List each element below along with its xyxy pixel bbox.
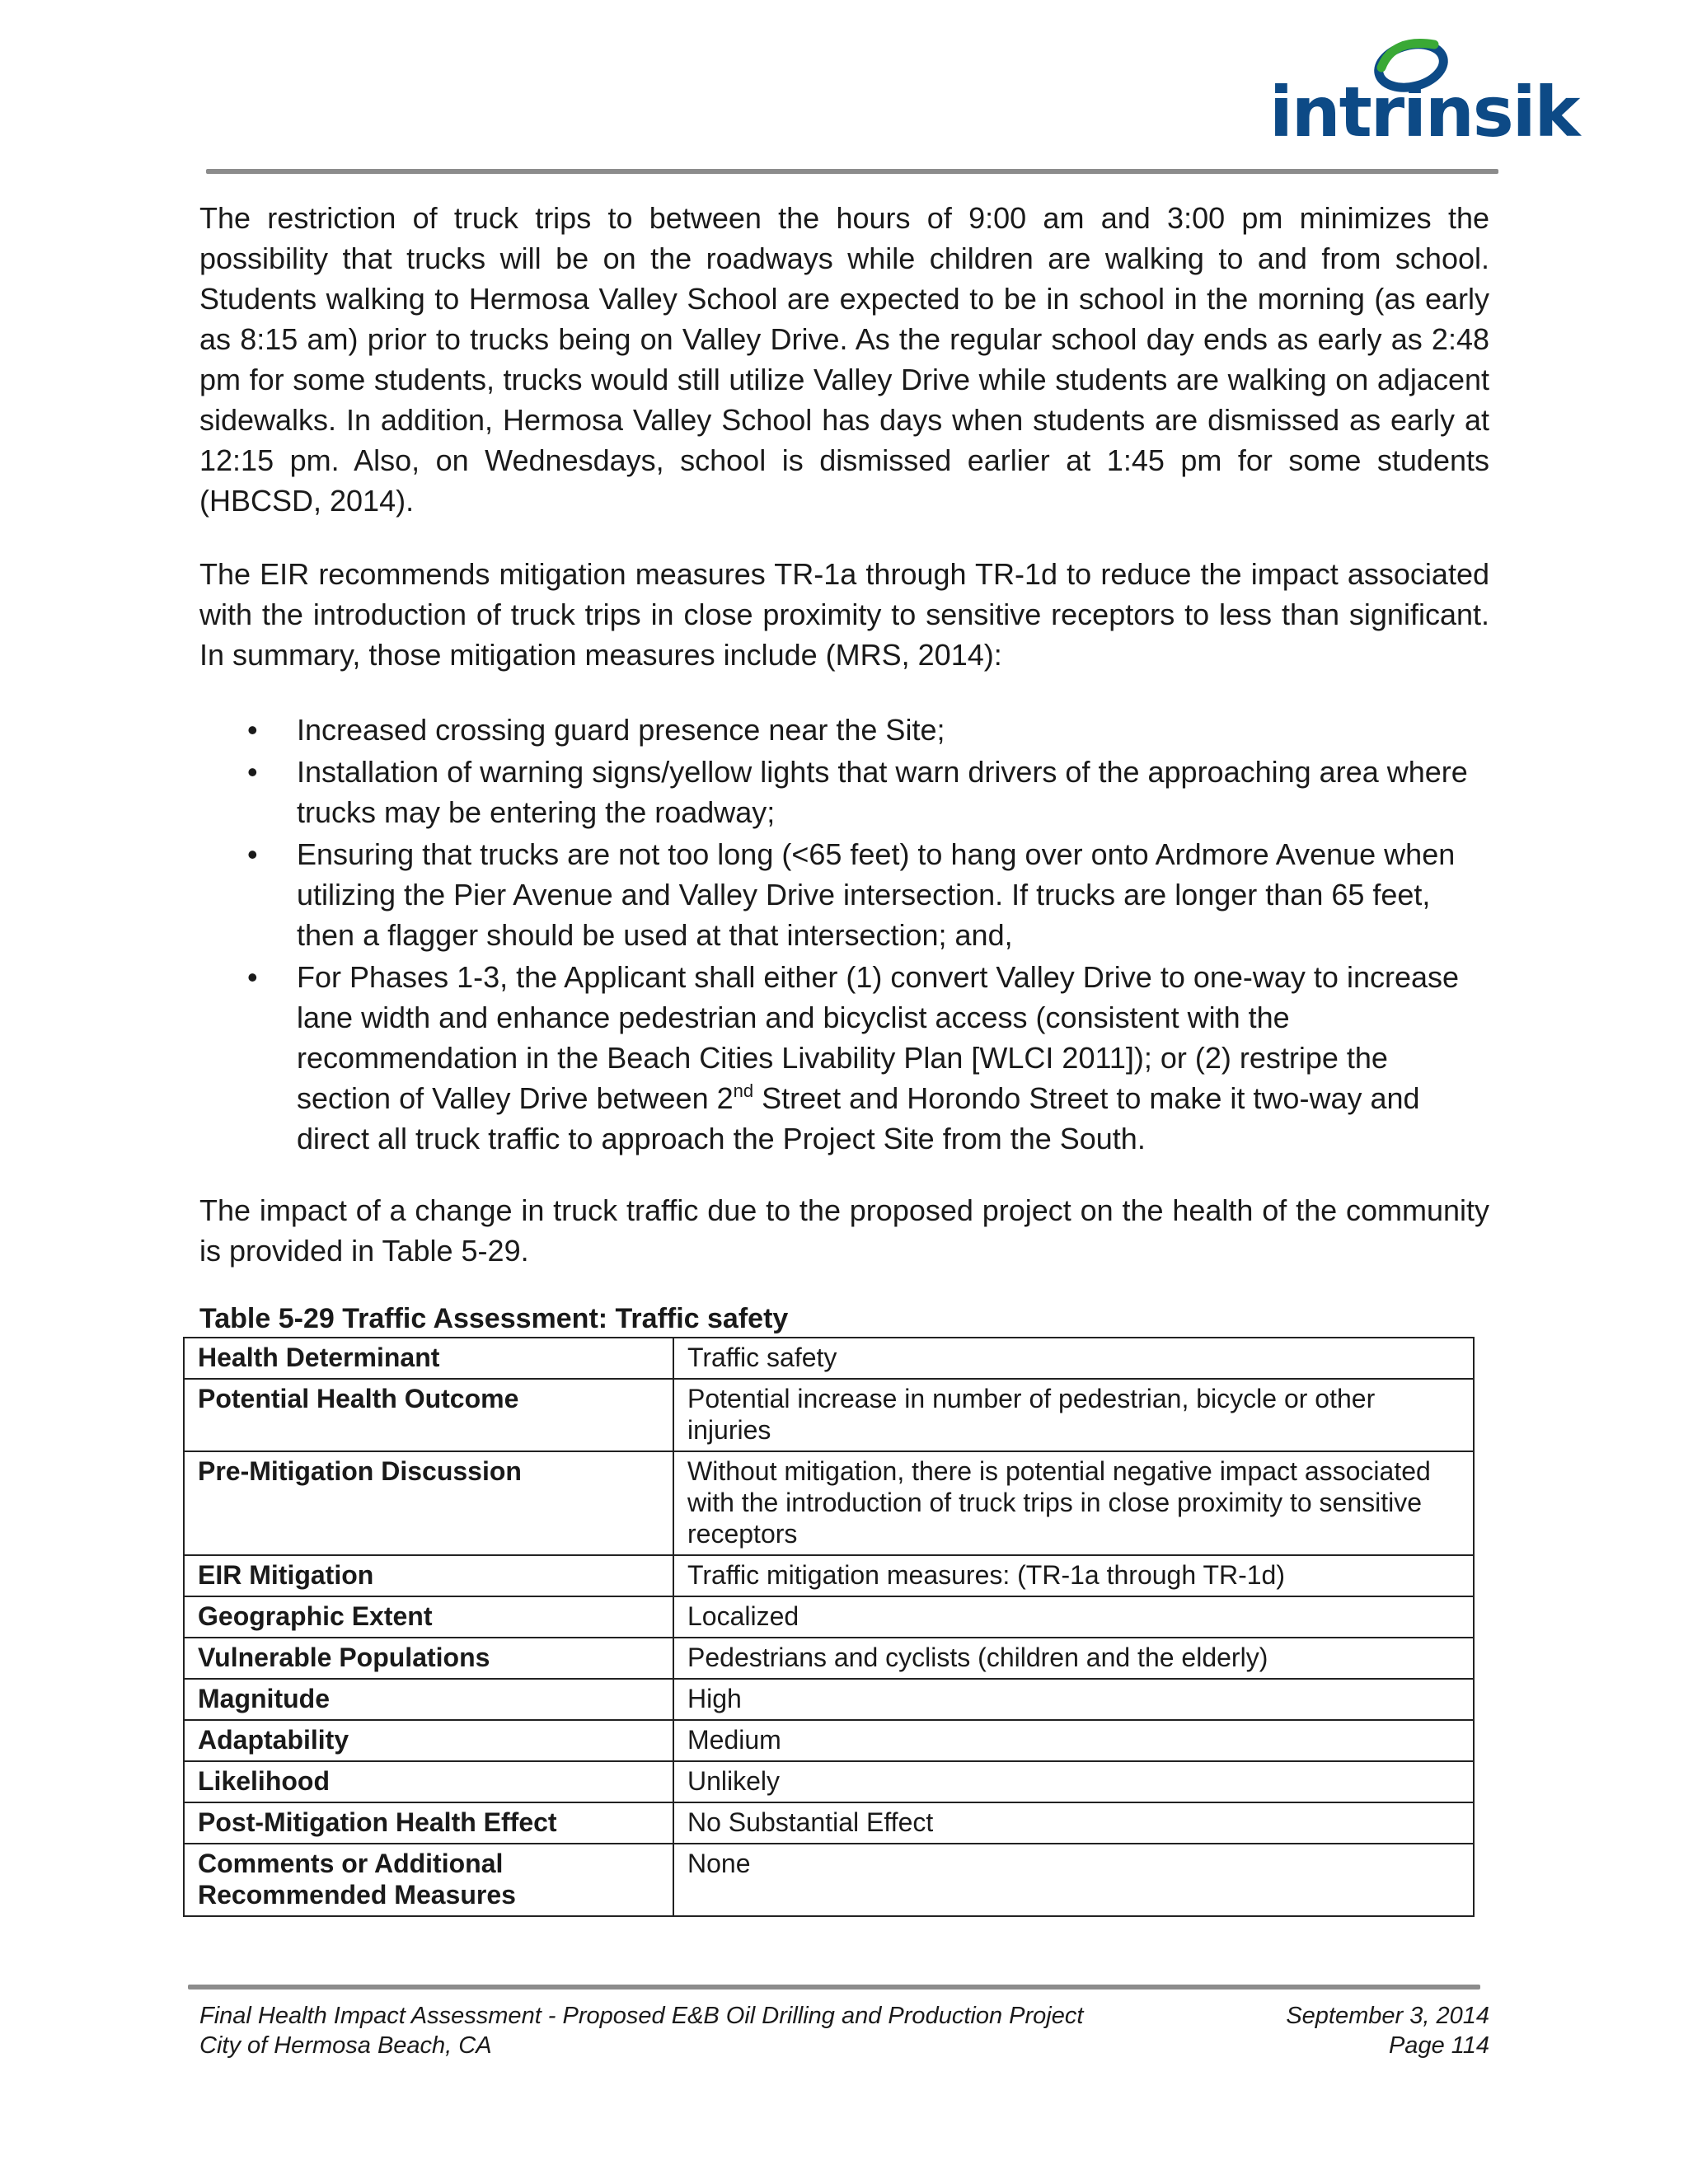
table-row: Potential Health Outcome Potential increase in number of pedestrian, bicycle or other injuries	[184, 1379, 1474, 1451]
paragraph-table-intro: The impact of a change in truck traffic due to the proposed project on the health of the community is provided in Table 5-29.	[199, 1193, 1489, 1268]
mitigation-list	[199, 710, 1489, 1159]
table-row: Vulnerable Populations Pedestrians and cyclists (children and the elderly)	[184, 1638, 1474, 1679]
page-body	[199, 198, 1489, 1305]
table-row: Likelihood Unlikely	[184, 1761, 1474, 1802]
table-row: Magnitude High	[184, 1679, 1474, 1720]
table-row: Adaptability Medium	[184, 1720, 1474, 1761]
list-item: • For Phases 1-3, the Applicant shall either (1) convert Valley Drive to one-way to increase lane width and enhance pedestrian and bicyclist access (consistent with the recommendation in the Beach Cities Livability Plan [WLCI 2011]); or (2) restripe the section of Valley Drive between 2nd Street and Horondo Street to make it two-way and direct all truck traffic to approach the Project Site from the South.	[199, 957, 1489, 1159]
list-item: • Ensuring that trucks are not too long (<65 feet) to hang over onto Ardmore Avenue when utilizing the Pier Avenue and Valley Drive intersection. If trucks are longer than 65 feet, then a flagger should be used at that intersection; and,	[199, 834, 1489, 955]
intrinsik-logo	[1269, 31, 1579, 155]
table-row: Geographic Extent Localized	[184, 1596, 1474, 1638]
list-item: • Installation of warning signs/yellow lights that warn drivers of the approaching area where trucks may be entering the roadway;	[199, 752, 1489, 832]
footer-city: City of Hermosa Beach, CA	[199, 2032, 492, 2059]
table-row: Post-Mitigation Health Effect No Substantial Effect	[184, 1802, 1474, 1844]
table-row: EIR Mitigation Traffic mitigation measures: (TR-1a through TR-1d)	[184, 1555, 1474, 1596]
page-footer	[199, 2001, 1489, 2060]
bullet-icon: •	[247, 837, 258, 871]
footer-rule	[188, 1985, 1480, 1990]
paragraph-eir-recommendation: The EIR recommends mitigation measures TR-1a through TR-1d to reduce the impact associated with the introduction of truck trips in close proximity to sensitive receptors to less than significant. In summary, those mitigation measures include (MRS, 2014):	[199, 557, 1489, 672]
header-rule	[206, 169, 1498, 174]
bullet-icon: •	[247, 960, 258, 994]
bullet-icon: •	[247, 755, 258, 789]
table-row: Health Determinant Traffic safety	[184, 1338, 1474, 1379]
paragraph-school-hours: The restriction of truck trips to between the hours of 9:00 am and 3:00 pm minimizes the possibility that trucks will be on the roadways while children are walking to and from school. Students walking to Hermosa Valley School are expected to be in school in the morning (as early as 8:15 am) prior to trucks being on Valley Drive. As the regular school day ends as early as 2:48 pm for some students, trucks would still utilize Valley Drive while students are walking on adjacent sidewalks. In addition, Hermosa Valley School has days when students are dismissed as early at 12:15 pm. Also, on Wednesdays, school is dismissed earlier at 1:45 pm for some students (HBCSD, 2014).	[199, 201, 1489, 518]
traffic-assessment-table	[183, 1337, 1475, 1917]
list-item: • Increased crossing guard presence near the Site;	[199, 710, 1489, 750]
footer-page-number: Page 114	[1388, 2032, 1489, 2059]
table-row: Pre-Mitigation Discussion Without mitigation, there is potential negative impact associated with the introduction of truck trips in close proximity to sensitive receptors	[184, 1451, 1474, 1555]
table-row: Comments or Additional Recommended Measures None	[184, 1844, 1474, 1916]
footer-document-title: Final Health Impact Assessment - Proposed E&B Oil Drilling and Production Project	[199, 2003, 1084, 2029]
bullet-icon: •	[247, 713, 258, 747]
logo-wordmark: intrinsik	[1269, 72, 1579, 152]
table-caption: Table 5-29 Traffic Assessment: Traffic safety	[199, 1303, 789, 1334]
footer-date: September 3, 2014	[1286, 2003, 1489, 2029]
